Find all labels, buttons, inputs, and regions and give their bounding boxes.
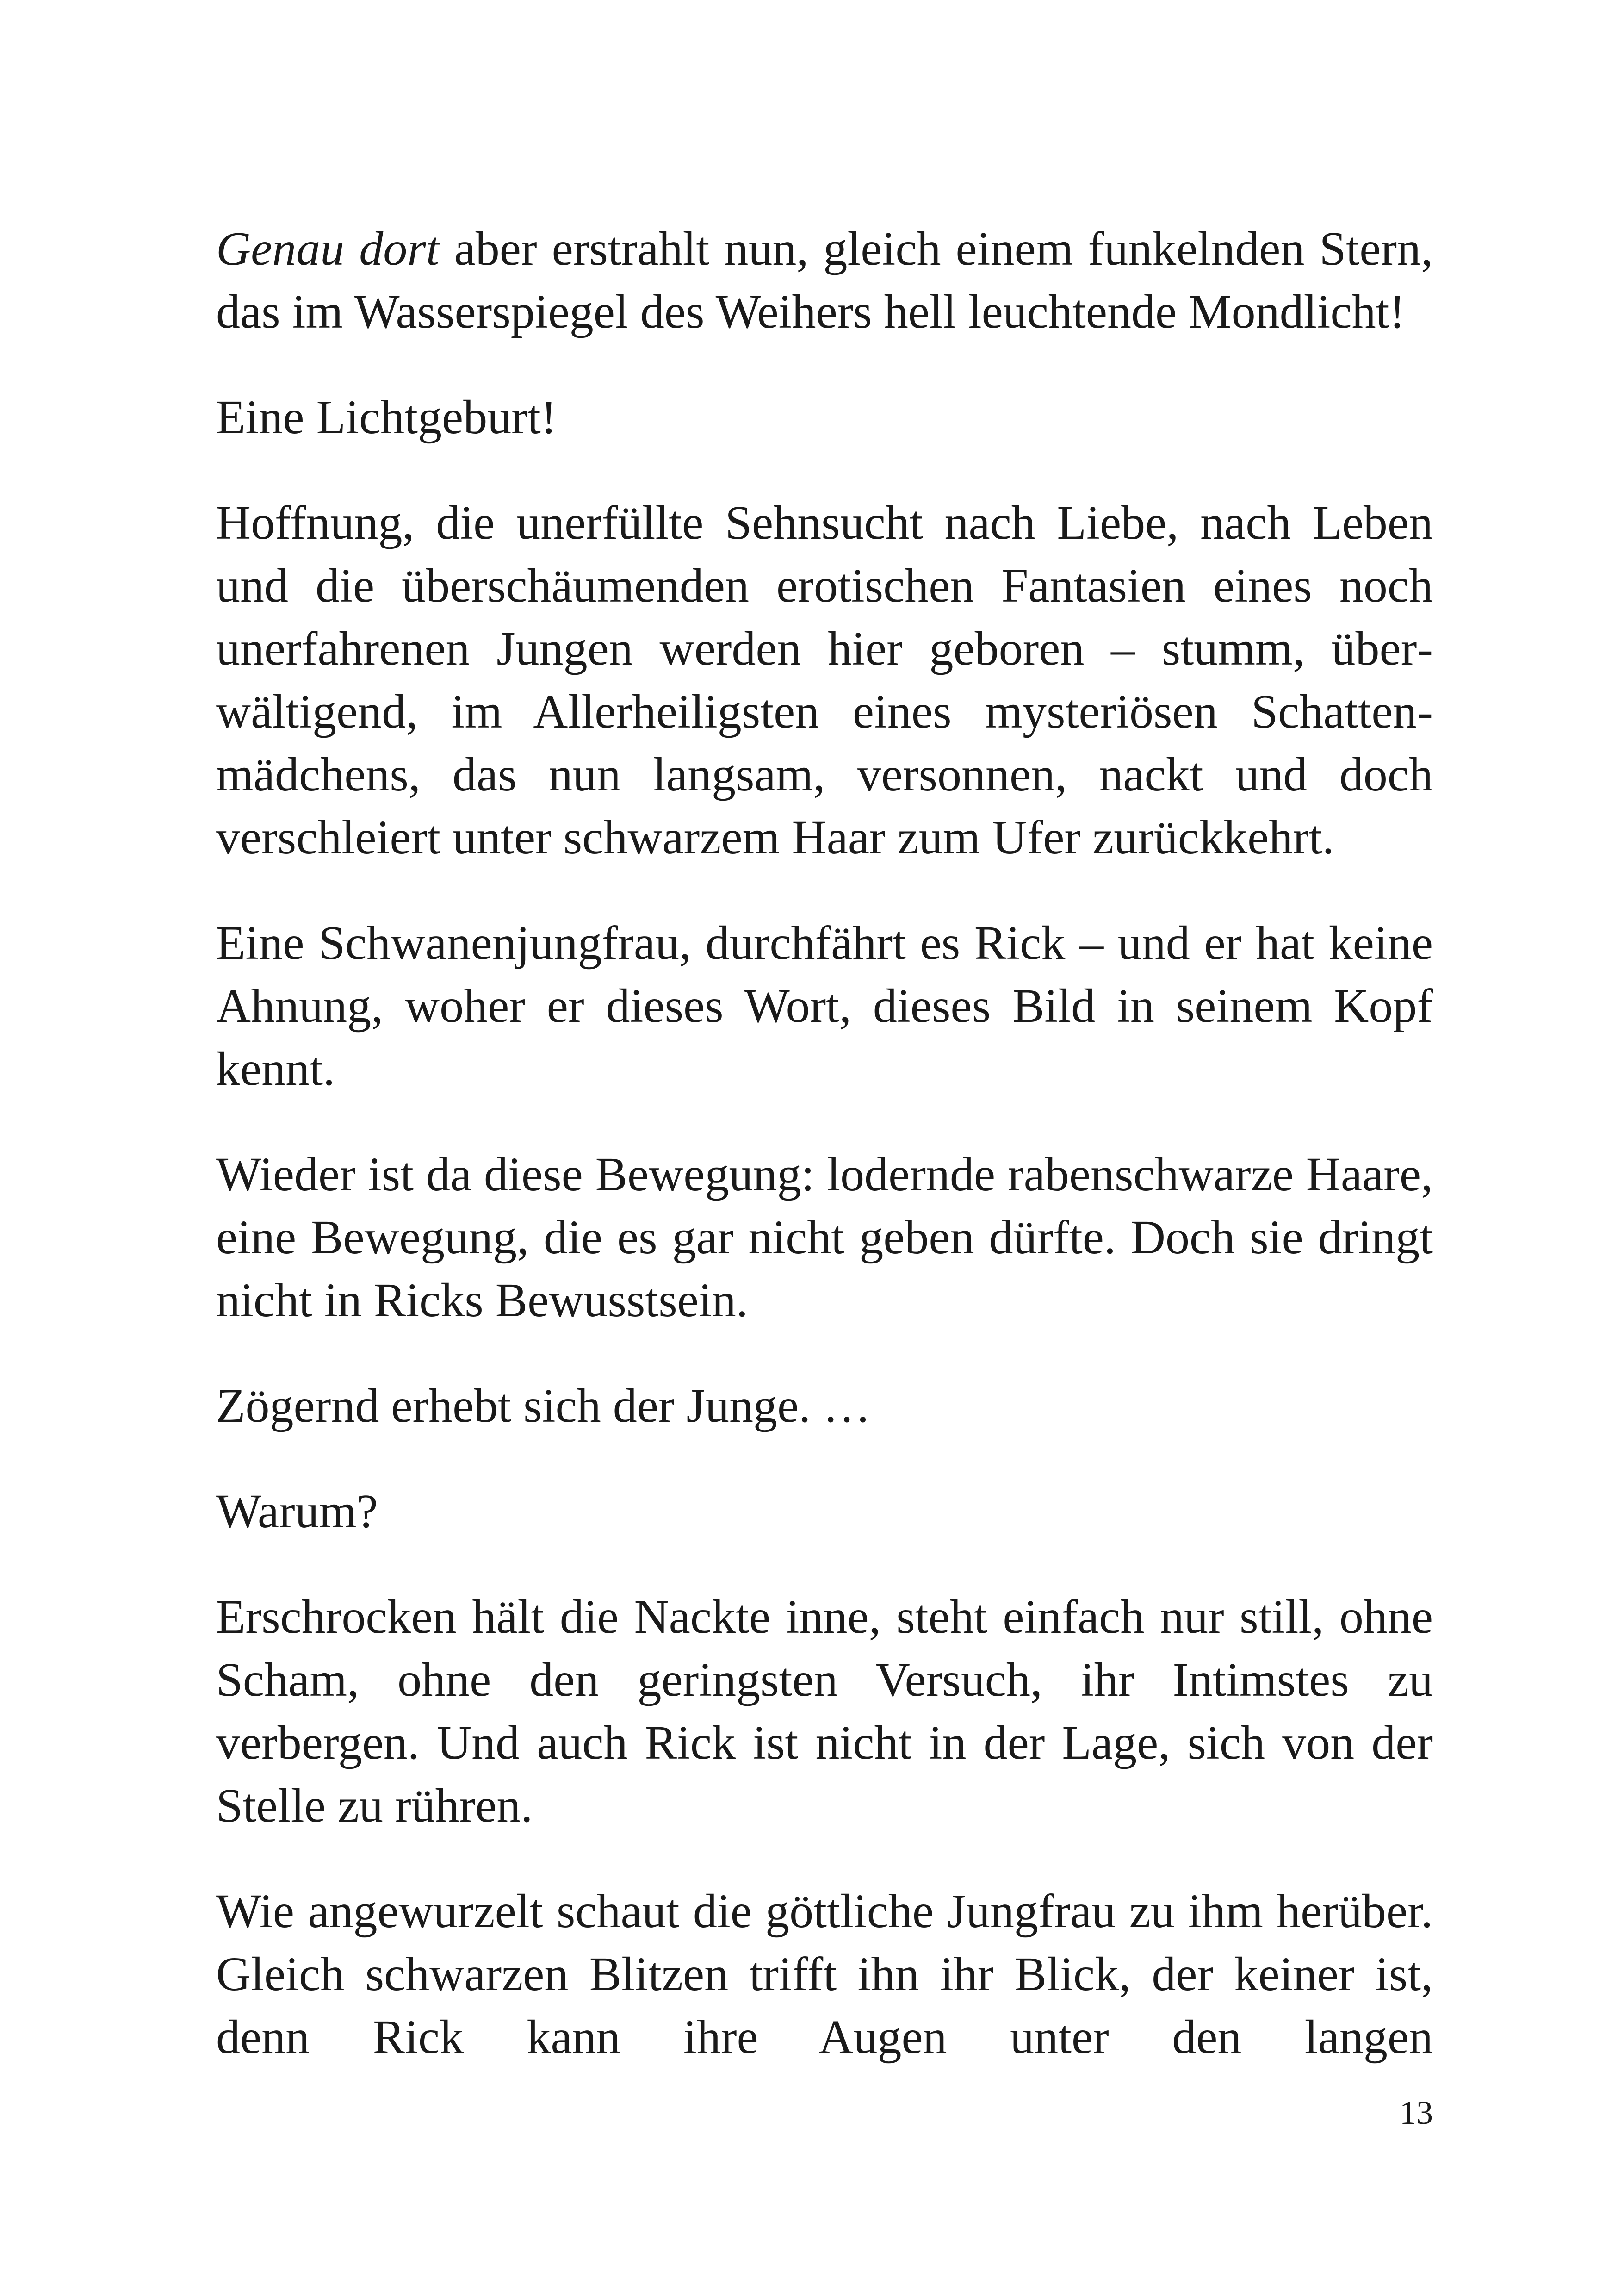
- paragraph-6: Zögernd erhebt sich der Junge. …: [216, 1379, 871, 1432]
- paragraph-8: Erschrocken hält die Nackte inne, steht einfach nur still, ohne Scham, ohne den geringsten Versuch, ihr Intimstes zu verbergen. Und auch Rick ist nicht in der Lage, sich von der Stelle zu rühren.: [216, 1590, 1433, 1832]
- paragraph-1-italic-lead: Genau dort: [216, 222, 440, 275]
- paragraph-5: Wieder ist da diese Bewegung: lodernde rabenschwarze Haare, eine Bewegung, die es gar nicht geben dürfte. Doch sie dringt nicht in Ricks Bewusstsein.: [216, 1148, 1433, 1327]
- page-number: 13: [1400, 2094, 1433, 2131]
- paragraph-9: Wie angewurzelt schaut die göttliche Jungfrau zu ihm herüber. Gleich schwarzen Blitzen trifft ihn ihr Blick, der keiner ist, denn Rick kann ihre Augen unter den langen: [216, 1885, 1433, 2064]
- page-body: [216, 218, 1433, 2111]
- paragraph-1: [216, 218, 1433, 343]
- paragraph-2: Eine Lichtgeburt!: [216, 391, 557, 444]
- paragraph-1-text: aber erstrahlt nun, gleich einem funkelnden Stern, das im Wasserspiegel des Weihers hell leuchtende Mondlicht!: [216, 222, 1433, 338]
- paragraph-7: Warum?: [216, 1485, 378, 1538]
- paragraph-3: Hoffnung, die unerfüllte Sehnsucht nach Liebe, nach Leben und die überschäumenden erotischen Fantasien eines noch unerfahrenen Jungen werden hier geboren – stumm, überwältigend, im Allerheiligsten eines mysteriösen Schattenmädchens, das nun langsam, versonnen, nackt und doch verschleiert unter schwarzem Haar zum Ufer zurückkehrt.: [216, 496, 1433, 864]
- paragraph-4: Eine Schwanenjungfrau, durchfährt es Rick – und er hat keine Ahnung, woher er dieses Wort, dieses Bild in seinem Kopf kennt.: [216, 916, 1433, 1095]
